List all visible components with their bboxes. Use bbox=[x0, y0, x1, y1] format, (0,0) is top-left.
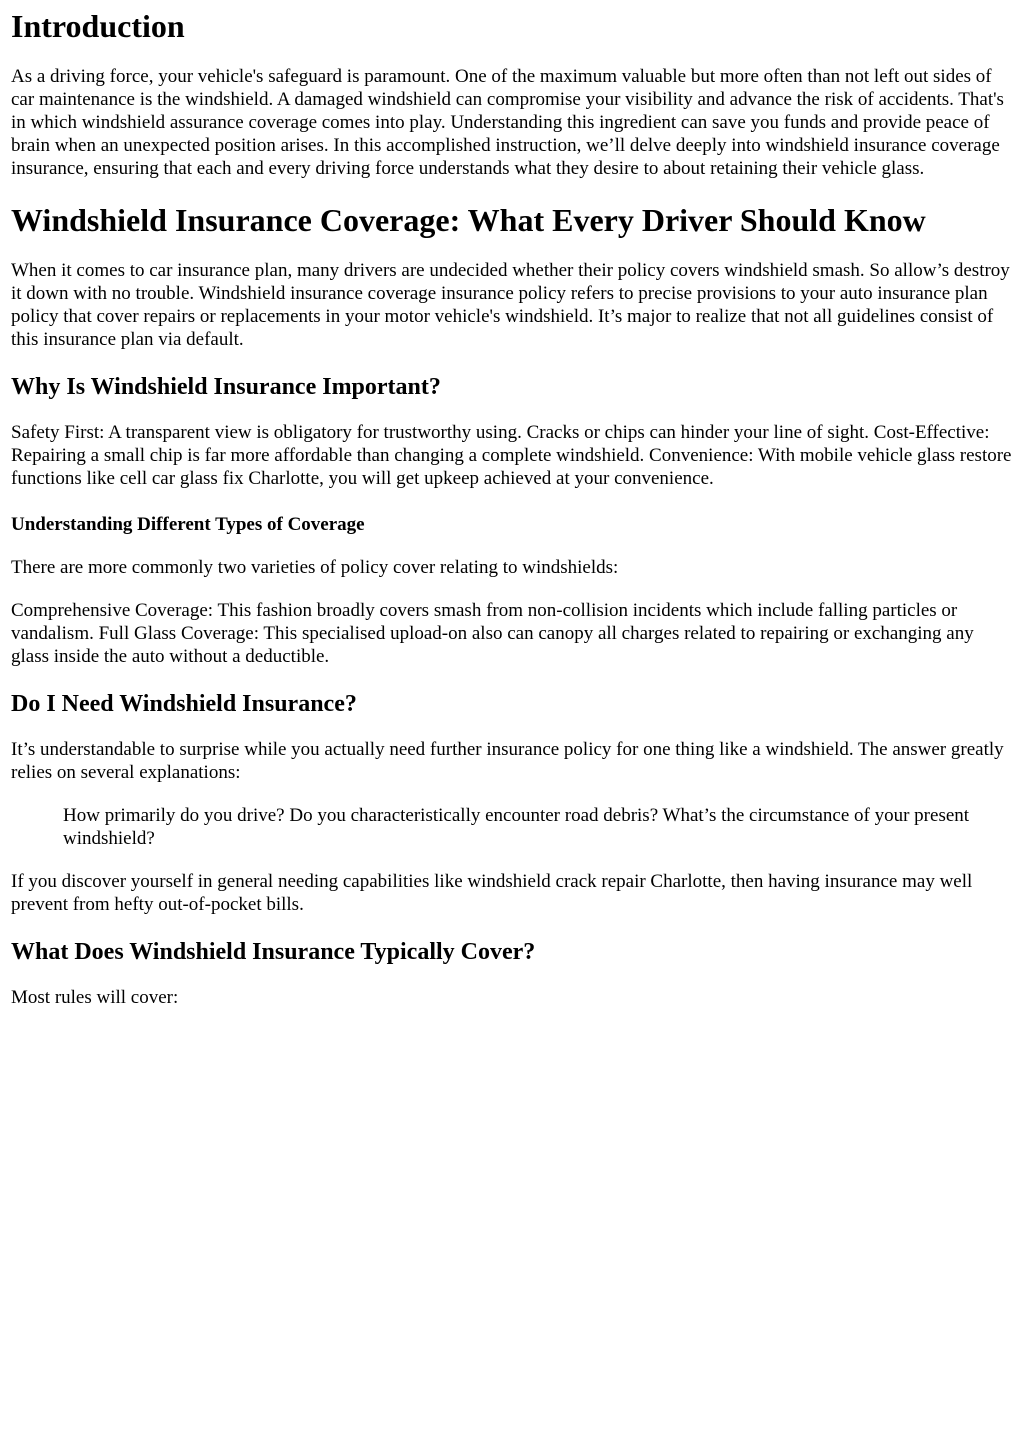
need-paragraph-2: If you discover yourself in general needing capabilities like windshield crack repair Charlotte, then having insurance may well prevent from hefty out-of-pocket bills. bbox=[11, 871, 973, 915]
why-heading: Why Is Windshield Insurance Important? bbox=[11, 374, 441, 400]
why-paragraph: Safety First: A transparent view is obligatory for trustworthy using. Cracks or chips can hinder your line of sight. Cost-Effective: Repairing a small chip is far more affordable than changing a complete windshield. Convenience: With mobile vehicle glass restore functions like cell car glass fix Charlotte, you will get upkeep achieved at your convenience. bbox=[11, 422, 1012, 489]
intro-heading: Introduction bbox=[11, 8, 185, 44]
intro-paragraph: As a driving force, your vehicle's safeguard is paramount. One of the maximum valuable but more often than not left out sides of car maintenance is the windshield. A damaged windshield can compromise your visibility and advance the risk of accidents. That's in which windshield assurance coverage comes into play. Understanding this ingredient can save you funds and provide peace of brain when an unexpected position arises. In this accomplished instruction, we’ll delve deeply into windshield insurance coverage insurance, ensuring that each and every driving force understands what they desire to about retaining their vehicle glass. bbox=[11, 66, 1004, 179]
types-heading: Understanding Different Types of Coverage bbox=[11, 514, 365, 535]
types-paragraph-1: There are more commonly two varieties of policy cover relating to windshields: bbox=[11, 557, 619, 578]
typical-paragraph: Most rules will cover: bbox=[11, 987, 179, 1008]
need-quote: How primarily do you drive? Do you characteristically encounter road debris? What’s the circumstance of your present windshield? bbox=[63, 805, 970, 849]
types-paragraph-2: Comprehensive Coverage: This fashion broadly covers smash from non-collision incidents which include falling particles or vandalism. Full Glass Coverage: This specialised upload-on also can canopy all charges related to repairing or exchanging any glass inside the auto without a deductible. bbox=[11, 600, 974, 667]
article bbox=[0, 8, 1024, 1009]
coverage-heading: Windshield Insurance Coverage: What Every Driver Should Know bbox=[11, 202, 926, 238]
typical-heading: What Does Windshield Insurance Typically Cover? bbox=[11, 939, 536, 965]
coverage-paragraph: When it comes to car insurance plan, many drivers are undecided whether their policy covers windshield smash. So allow’s destroy it down with no trouble. Windshield insurance coverage insurance policy refers to precise provisions to your auto insurance plan policy that cover repairs or replacements in your motor vehicle's windshield. It’s major to realize that not all guidelines consist of this insurance plan via default. bbox=[11, 260, 1010, 350]
need-heading: Do I Need Windshield Insurance? bbox=[11, 691, 357, 717]
need-paragraph-1: It’s understandable to surprise while you actually need further insurance policy for one thing like a windshield. The answer greatly relies on several explanations: bbox=[11, 739, 1004, 783]
